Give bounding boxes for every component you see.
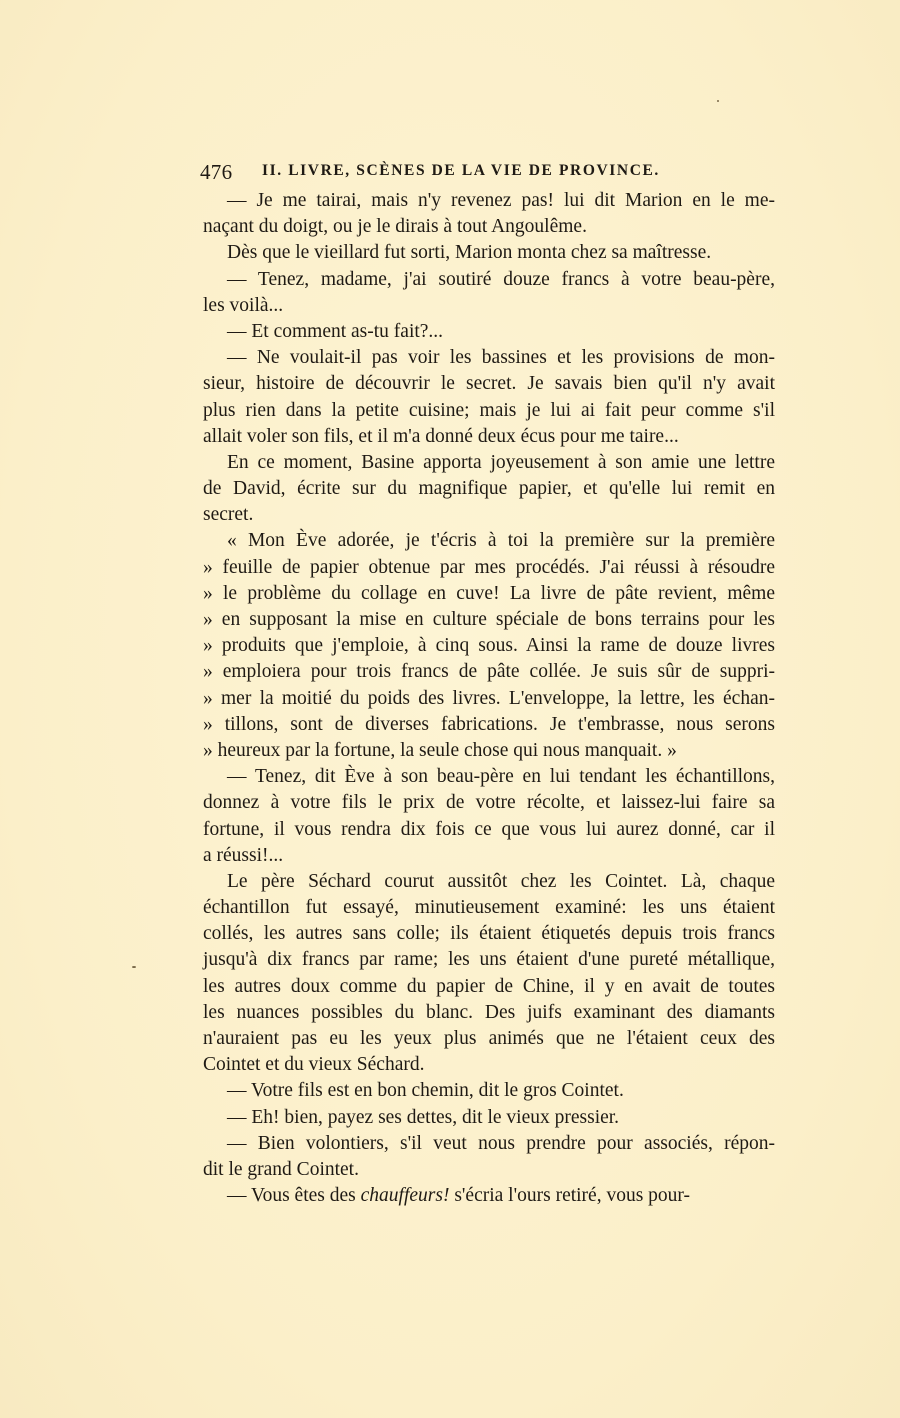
text-line: dit le grand Cointet. (203, 1158, 359, 1180)
text-line: — Tenez, madame, j'ai soutiré douze francs à votre beau-père, (227, 268, 775, 290)
text-line: » produits que j'emploie, à cinq sous. Ainsi la rame de douze livres (203, 635, 775, 657)
text-line: n'auraient pas eu les yeux plus animés que ne l'étaient ceux des (203, 1028, 775, 1049)
text-line: En ce moment, Basine apporta joyeusement à son amie une lettre (227, 451, 775, 473)
running-title: II. LIVRE, SCÈNES DE LA VIE DE PROVINCE. (262, 162, 660, 179)
text-line: collés, les autres sans colle; ils étaient étiquetés depuis trois francs (203, 923, 775, 945)
page-number: 476 (200, 160, 233, 184)
text-line: fortune, il vous rendra dix fois ce que vous lui aurez donné, car il (203, 818, 775, 840)
final-line-before: — Vous êtes des (227, 1185, 361, 1207)
text-line: — Votre fils est en bon chemin, dit le gros Cointet. (227, 1080, 624, 1102)
text-line: allait voler son fils, et il m'a donné deux écus pour me taire... (203, 425, 679, 447)
text-line: « Mon Ève adorée, je t'écris à toi la première sur la première (227, 530, 775, 552)
text-line: — Je me tairai, mais n'y revenez pas! lui dit Marion en le me- (227, 190, 775, 211)
text-line: plus rien dans la petite cuisine; mais je lui ai fait peur comme s'il (203, 399, 775, 421)
text-lines (203, 188, 775, 1183)
text-line: secret. (203, 504, 254, 526)
text-line: sieur, histoire de découvrir le secret. Je savais bien qu'il n'y avait (203, 373, 775, 395)
text-line: les nuances possibles du blanc. Des juifs examinant des diamants (203, 1001, 775, 1023)
text-line: » feuille de papier obtenue par mes procédés. J'ai réussi à résoudre (203, 556, 775, 578)
text-line: Le père Séchard courut aussitôt chez les Cointet. Là, chaque (227, 870, 775, 892)
text-line: les autres doux comme du papier de Chine, il y en avait de toutes (203, 975, 775, 997)
text-line: Cointet et du vieux Séchard. (203, 1054, 425, 1076)
final-line (203, 1183, 775, 1209)
text-line: Dès que le vieillard fut sorti, Marion monta chez sa maîtresse. (227, 242, 712, 264)
text-line: échantillon fut essayé, minutieusement examiné: les uns étaient (203, 897, 775, 919)
text-line: jusqu'à dix francs par rame; les uns étaient d'une pureté métallique, (203, 949, 775, 971)
text-line: naçant du doigt, ou je le dirais à tout Angoulême. (203, 216, 587, 238)
text-line: — Tenez, dit Ève à son beau-père en lui tendant les échantillons, (227, 766, 775, 788)
body-text (203, 188, 775, 1209)
text-line: » le problème du collage en cuve! La livre de pâte revient, même (203, 582, 775, 604)
text-line: a réussi!... (203, 844, 284, 866)
page-header (200, 160, 780, 186)
text-line: » emploiera pour trois francs de pâte collée. Je suis sûr de suppri- (203, 661, 775, 683)
text-line: » tillons, sont de diverses fabrications. Je t'embrasse, nous serons (203, 713, 775, 735)
final-line-italic: chauffeurs! (360, 1185, 450, 1207)
text-line: les voilà... (203, 294, 284, 316)
text-line: » heureux par la fortune, la seule chose qui nous manquait. » (203, 739, 677, 761)
final-line-after: s'écria l'ours retiré, vous pour- (449, 1185, 691, 1207)
text-line: donnez à votre fils le prix de votre récolte, et laissez-lui faire sa (203, 792, 775, 814)
text-line: » mer la moitié du poids des livres. L'enveloppe, la lettre, les échan- (203, 687, 775, 709)
text-line: — Bien volontiers, s'il veut nous prendre pour associés, répon- (227, 1132, 775, 1154)
text-line: — Et comment as-tu fait?... (227, 320, 444, 342)
text-line: de David, écrite sur du magnifique papier, et qu'elle lui remit en (203, 478, 775, 500)
text-line: — Eh! bien, payez ses dettes, dit le vieux pressier. (227, 1106, 620, 1128)
text-line: » en supposant la mise en culture spéciale de bons terrains pour les (203, 609, 775, 630)
text-line: — Ne voulait-il pas voir les bassines et les provisions de mon- (227, 347, 775, 369)
